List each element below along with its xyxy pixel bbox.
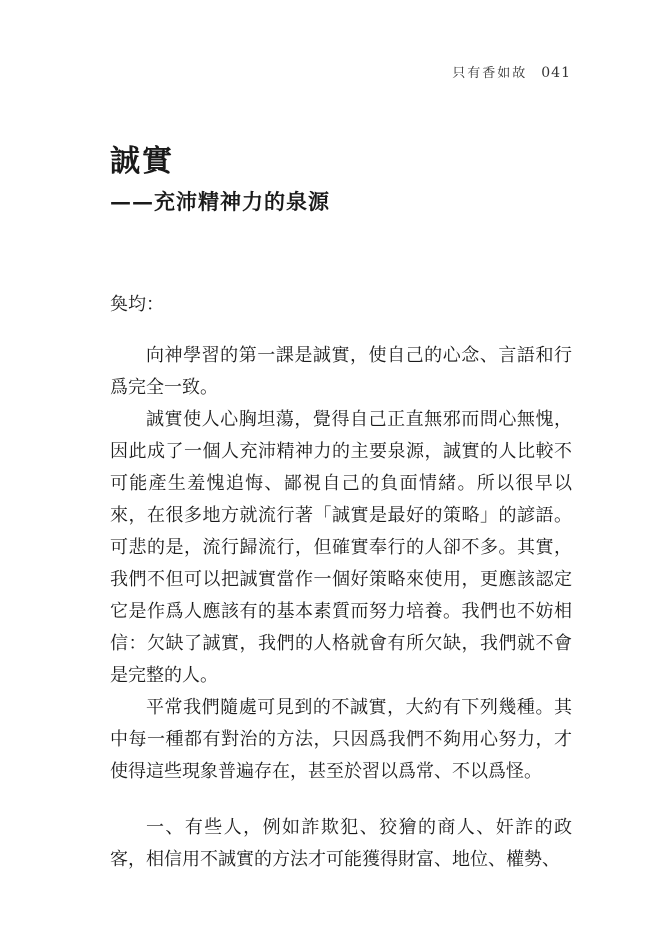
article-body: [110, 340, 572, 876]
running-title: 只有香如故: [452, 66, 528, 81]
paragraph: 平常我們隨處可見到的不誠實，大約有下列幾種。其中每一種都有對治的方法，只因爲我們不夠用心努力，才使得這些現象普遍存在，甚至於習以爲常、不以爲怪。: [110, 697, 572, 782]
paragraph: 誠實使人心胸坦蕩，覺得自己正直無邪而問心無愧，因此成了一個人充沛精神力的主要泉源，誠實的人比較不可能產生羞愧追悔、鄙視自己的負面情緒。所以很早以來，在很多地方就流行著「誠實是最好的策略」的諺語。可悲的是，流行歸流行，但確實奉行的人卻不多。其實，我們不但可以把誠實當作一個好策略來使用，更應該認定它是作爲人應該有的基本素質而努力培養。我們也不妨相信：欠缺了誠實，我們的人格就會有所欠缺，我們就不會是完整的人。: [110, 409, 572, 686]
salutation: 奐均：: [110, 294, 164, 315]
paragraph: 一、有些人，例如詐欺犯、狡獪的商人、奸詐的政客，相信用不誠實的方法才可能獲得財富、地位、權勢、: [110, 817, 572, 870]
article-subtitle: ——充沛精神力的泉源: [110, 189, 330, 214]
article-title: 誠實: [110, 144, 174, 179]
page-number: 041: [541, 65, 571, 81]
paragraph: 向神學習的第一課是誠實，使自己的心念、言語和行爲完全一致。: [110, 345, 572, 398]
running-header: [452, 62, 571, 81]
